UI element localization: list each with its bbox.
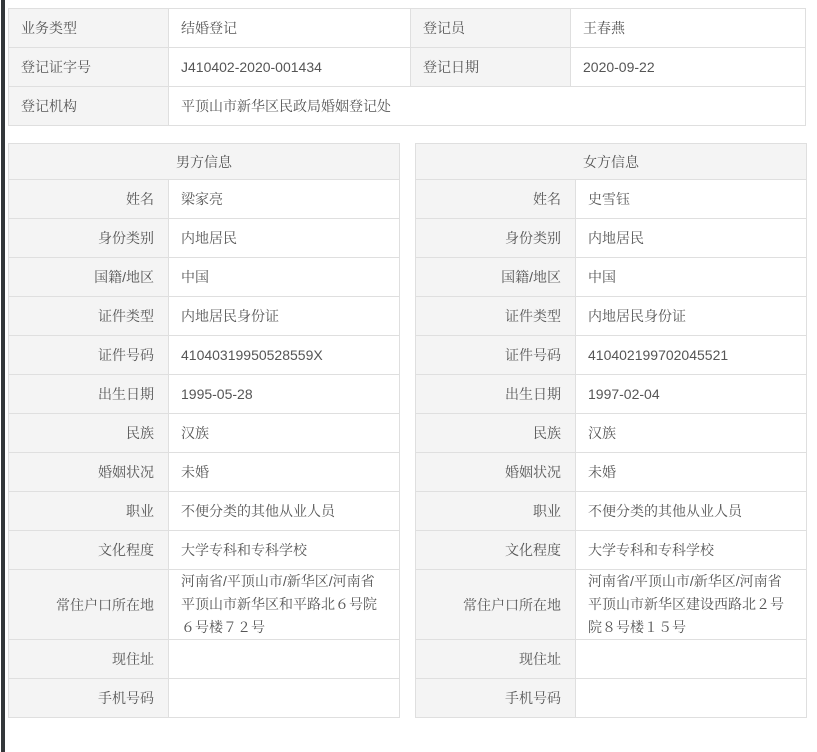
field-value: 内地居民身份证 — [576, 297, 807, 336]
table-row — [416, 144, 807, 180]
table-row — [9, 180, 400, 219]
field-value: 不便分类的其他从业人员 — [169, 492, 400, 531]
field-label: 国籍/地区 — [9, 258, 169, 297]
table-row — [9, 492, 400, 531]
field-value: 1995-05-28 — [169, 375, 400, 414]
female-info-table — [415, 143, 807, 718]
table-row — [9, 679, 400, 718]
table-row — [9, 219, 400, 258]
table-row — [416, 180, 807, 219]
field-value: 大学专科和专科学校 — [576, 531, 807, 570]
table-row — [416, 375, 807, 414]
field-value: 平顶山市新华区民政局婚姻登记处 — [169, 87, 806, 126]
field-value: 梁家亮 — [169, 180, 400, 219]
male-info-table — [8, 143, 400, 718]
field-label: 证件号码 — [9, 336, 169, 375]
field-label: 证件类型 — [9, 297, 169, 336]
registration-summary-table — [8, 8, 806, 126]
field-label: 手机号码 — [9, 679, 169, 718]
table-title: 女方信息 — [416, 144, 807, 180]
field-label: 业务类型 — [9, 9, 169, 48]
table-row — [9, 570, 400, 640]
field-value: 大学专科和专科学校 — [169, 531, 400, 570]
table-row — [9, 9, 806, 48]
field-value — [576, 640, 807, 679]
table-row — [9, 640, 400, 679]
person-tables — [8, 143, 805, 718]
table-row — [416, 336, 807, 375]
field-value: 内地居民身份证 — [169, 297, 400, 336]
field-value: 中国 — [576, 258, 807, 297]
table-row — [9, 144, 400, 180]
table-row — [416, 570, 807, 640]
field-label: 证件类型 — [416, 297, 576, 336]
table-row — [416, 453, 807, 492]
table-row — [9, 375, 400, 414]
table-row — [9, 453, 400, 492]
table-row — [416, 531, 807, 570]
table-title: 男方信息 — [9, 144, 400, 180]
field-value: 1997-02-04 — [576, 375, 807, 414]
field-value — [169, 679, 400, 718]
field-label: 婚姻状况 — [9, 453, 169, 492]
left-edge-bar — [1, 0, 5, 752]
field-label: 姓名 — [9, 180, 169, 219]
field-label: 登记员 — [411, 9, 571, 48]
field-label: 文化程度 — [416, 531, 576, 570]
field-label: 婚姻状况 — [416, 453, 576, 492]
field-value: 41040319950528559X — [169, 336, 400, 375]
field-label: 文化程度 — [9, 531, 169, 570]
table-row — [416, 679, 807, 718]
field-value: 河南省/平顶山市/新华区/河南省平顶山市新华区和平路北６号院６号楼７２号 — [169, 570, 400, 640]
field-label: 民族 — [416, 414, 576, 453]
field-value: 中国 — [169, 258, 400, 297]
field-label: 手机号码 — [416, 679, 576, 718]
field-value: 内地居民 — [169, 219, 400, 258]
field-label: 身份类别 — [416, 219, 576, 258]
field-label: 登记机构 — [9, 87, 169, 126]
field-value — [576, 679, 807, 718]
table-row — [9, 297, 400, 336]
field-value: 未婚 — [576, 453, 807, 492]
field-label: 常住户口所在地 — [9, 570, 169, 640]
field-value: 史雪钰 — [576, 180, 807, 219]
field-label: 现住址 — [9, 640, 169, 679]
table-row — [416, 219, 807, 258]
field-label: 登记证字号 — [9, 48, 169, 87]
field-label: 现住址 — [416, 640, 576, 679]
field-label: 出生日期 — [9, 375, 169, 414]
field-value — [169, 640, 400, 679]
field-value: 不便分类的其他从业人员 — [576, 492, 807, 531]
table-row — [9, 48, 806, 87]
table-row — [9, 87, 806, 126]
field-label: 身份类别 — [9, 219, 169, 258]
field-label: 国籍/地区 — [416, 258, 576, 297]
field-value: J410402-2020-001434 — [169, 48, 411, 87]
table-row — [9, 531, 400, 570]
field-label: 证件号码 — [416, 336, 576, 375]
field-label: 职业 — [9, 492, 169, 531]
table-row — [416, 492, 807, 531]
field-label: 登记日期 — [411, 48, 571, 87]
table-row — [416, 640, 807, 679]
table-row — [9, 414, 400, 453]
page-content — [8, 8, 805, 718]
table-row — [9, 336, 400, 375]
field-value: 410402199702045521 — [576, 336, 807, 375]
field-value: 汉族 — [576, 414, 807, 453]
field-label: 出生日期 — [416, 375, 576, 414]
field-value: 王春燕 — [571, 9, 806, 48]
field-value: 结婚登记 — [169, 9, 411, 48]
field-value: 2020-09-22 — [571, 48, 806, 87]
field-label: 常住户口所在地 — [416, 570, 576, 640]
field-value: 汉族 — [169, 414, 400, 453]
field-label: 姓名 — [416, 180, 576, 219]
field-value: 内地居民 — [576, 219, 807, 258]
table-row — [416, 258, 807, 297]
table-row — [416, 414, 807, 453]
field-label: 民族 — [9, 414, 169, 453]
table-row — [416, 297, 807, 336]
field-value: 未婚 — [169, 453, 400, 492]
field-value: 河南省/平顶山市/新华区/河南省平顶山市新华区建设西路北２号院８号楼１５号 — [576, 570, 807, 640]
field-label: 职业 — [416, 492, 576, 531]
table-row — [9, 258, 400, 297]
